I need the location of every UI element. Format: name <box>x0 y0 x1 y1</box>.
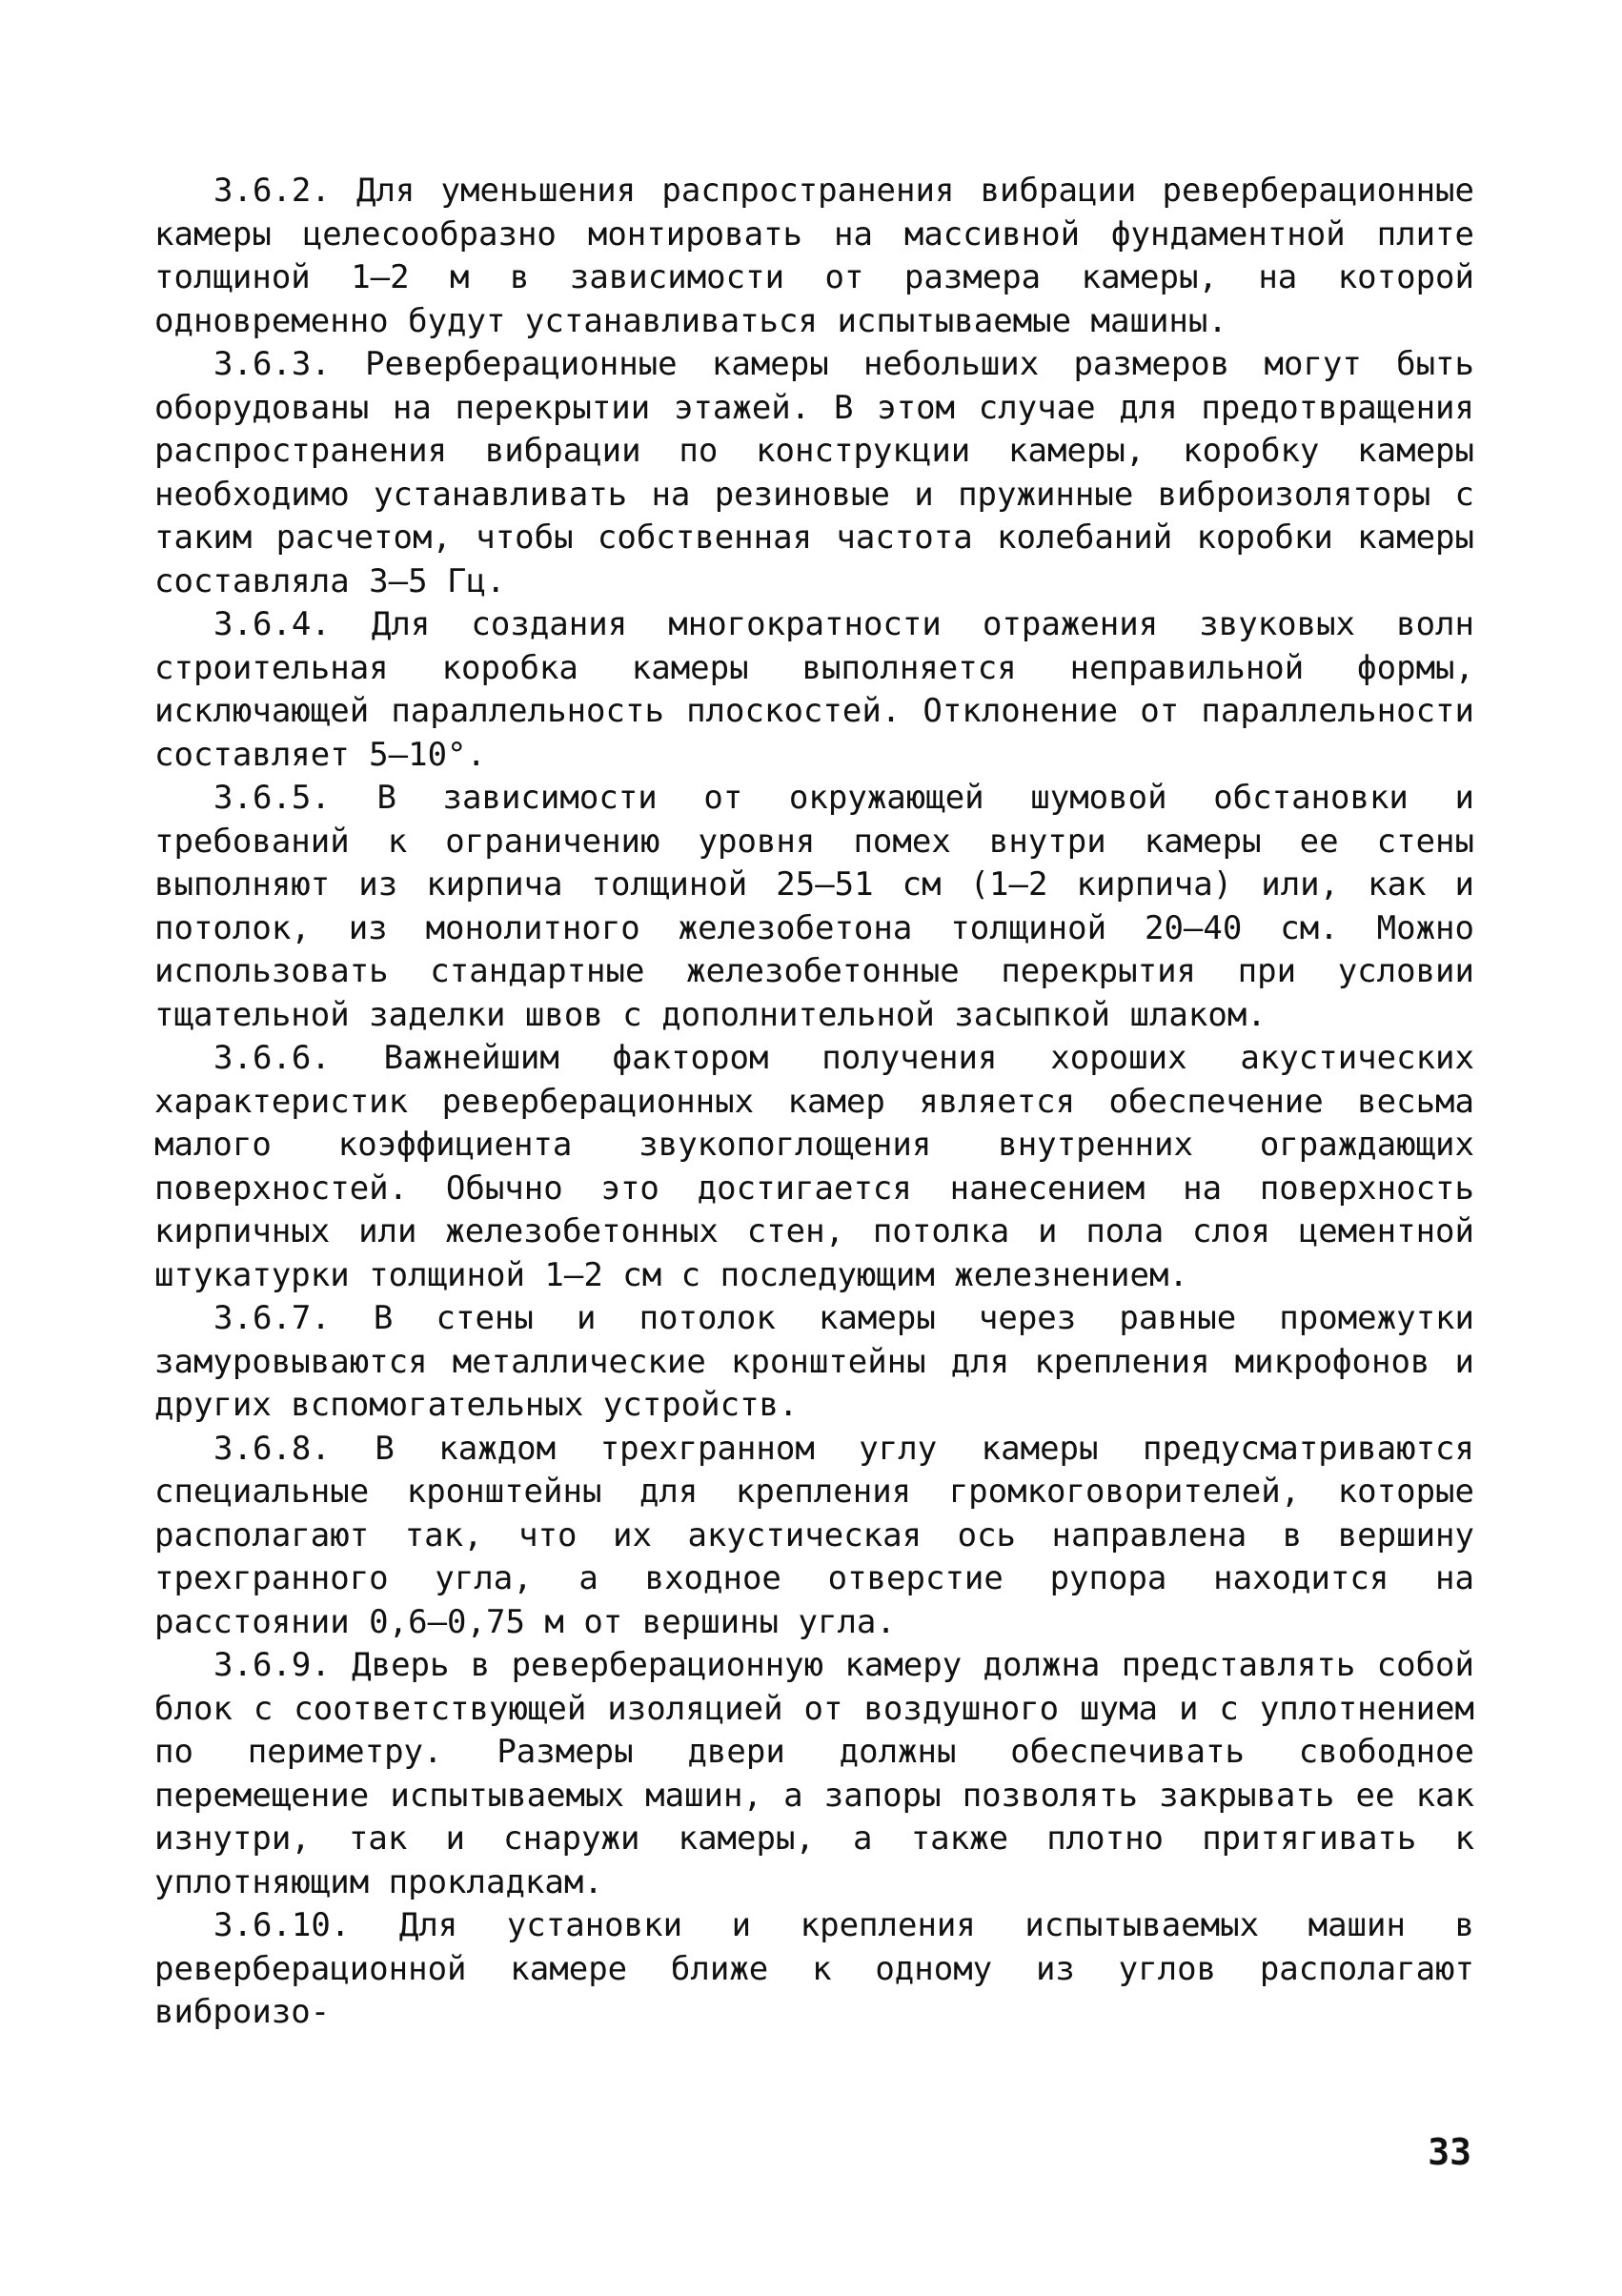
paragraph-3-6-2: 3.6.2. Для уменьшения распространения вибрации реверберационные камеры целесообразно монтировать на массивной фундаментной плите толщиной 1–2 м в зависимости от размера камеры, на которой одновременно будут устанавливаться испытываемые машины. <box>154 172 1474 340</box>
paragraph-3-6-6: 3.6.6. Важнейшим фактором получения хороших акустических характеристик реверберационных камер является обеспечение весьма малого коэффициента звукопоглощения внутренних ограждающих поверхностей. Обычно это достигается нанесением на поверхность кирпичных или железобетонных стен, потолка и пола слоя цементной штукатурки толщиной 1–2 см с последующим железнением. <box>154 1039 1474 1294</box>
page-number: 33 <box>1428 2131 1471 2173</box>
paragraph-3-6-5: 3.6.5. В зависимости от окружающей шумовой обстановки и требований к ограничению уровня помех внутри камеры ее стены выполняют из кирпича толщиной 25–51 см (1–2 кирпича) или, как и потолок, из монолитного железобетона толщиной 20–40 см. Можно использовать стандартные железобетонные перекрытия при условии тщательной заделки швов с дополнительной засыпкой шлаком. <box>154 779 1474 1034</box>
paragraph-3-6-9: 3.6.9. Дверь в реверберационную камеру должна представлять собой блок с соответствующей изоляцией от воздушного шума и с уплотнением по периметру. Размеры двери должны обеспечивать свободное перемещение испытываемых машин, а запоры позволять закрывать ее как изнутри, так и снаружи камеры, а также плотно притягивать к уплотняющим прокладкам. <box>154 1646 1474 1901</box>
paragraph-3-6-4: 3.6.4. Для создания многократности отражения звуковых волн строительная коробка камеры выполняется неправильной формы, исключающей параллельность плоскостей. Отклонение от параллельности составляет 5–10°. <box>154 605 1474 774</box>
paragraph-3-6-7: 3.6.7. В стены и потолок камеры через равные промежутки замуровываются металлические кронштейны для крепления микрофонов и других вспомогательных устройств. <box>154 1299 1474 1424</box>
paragraph-3-6-8: 3.6.8. В каждом трехгранном углу камеры предусматриваются специальные кронштейны для крепления громкоговорителей, которые располагают так, что их акустическая ось направлена в вершину трехгранного угла, а входное отверстие рупора находится на расстоянии 0,6–0,75 м от вершины угла. <box>154 1429 1474 1641</box>
paragraph-3-6-10: 3.6.10. Для установки и крепления испытываемых машин в реверберационной камере ближе к одному из углов располагают виброизо- <box>154 1906 1474 2031</box>
body-text <box>154 170 1474 2035</box>
paragraph-3-6-3: 3.6.3. Реверберационные камеры небольших размеров могут быть оборудованы на перекрытии этажей. В этом случае для предотвращения распространения вибрации по конструкции камеры, коробку камеры необходимо устанавливать на резиновые и пружинные виброизоляторы с таким расчетом, чтобы собственная частота колебаний коробки камеры составляла 3–5 Гц. <box>154 345 1474 600</box>
